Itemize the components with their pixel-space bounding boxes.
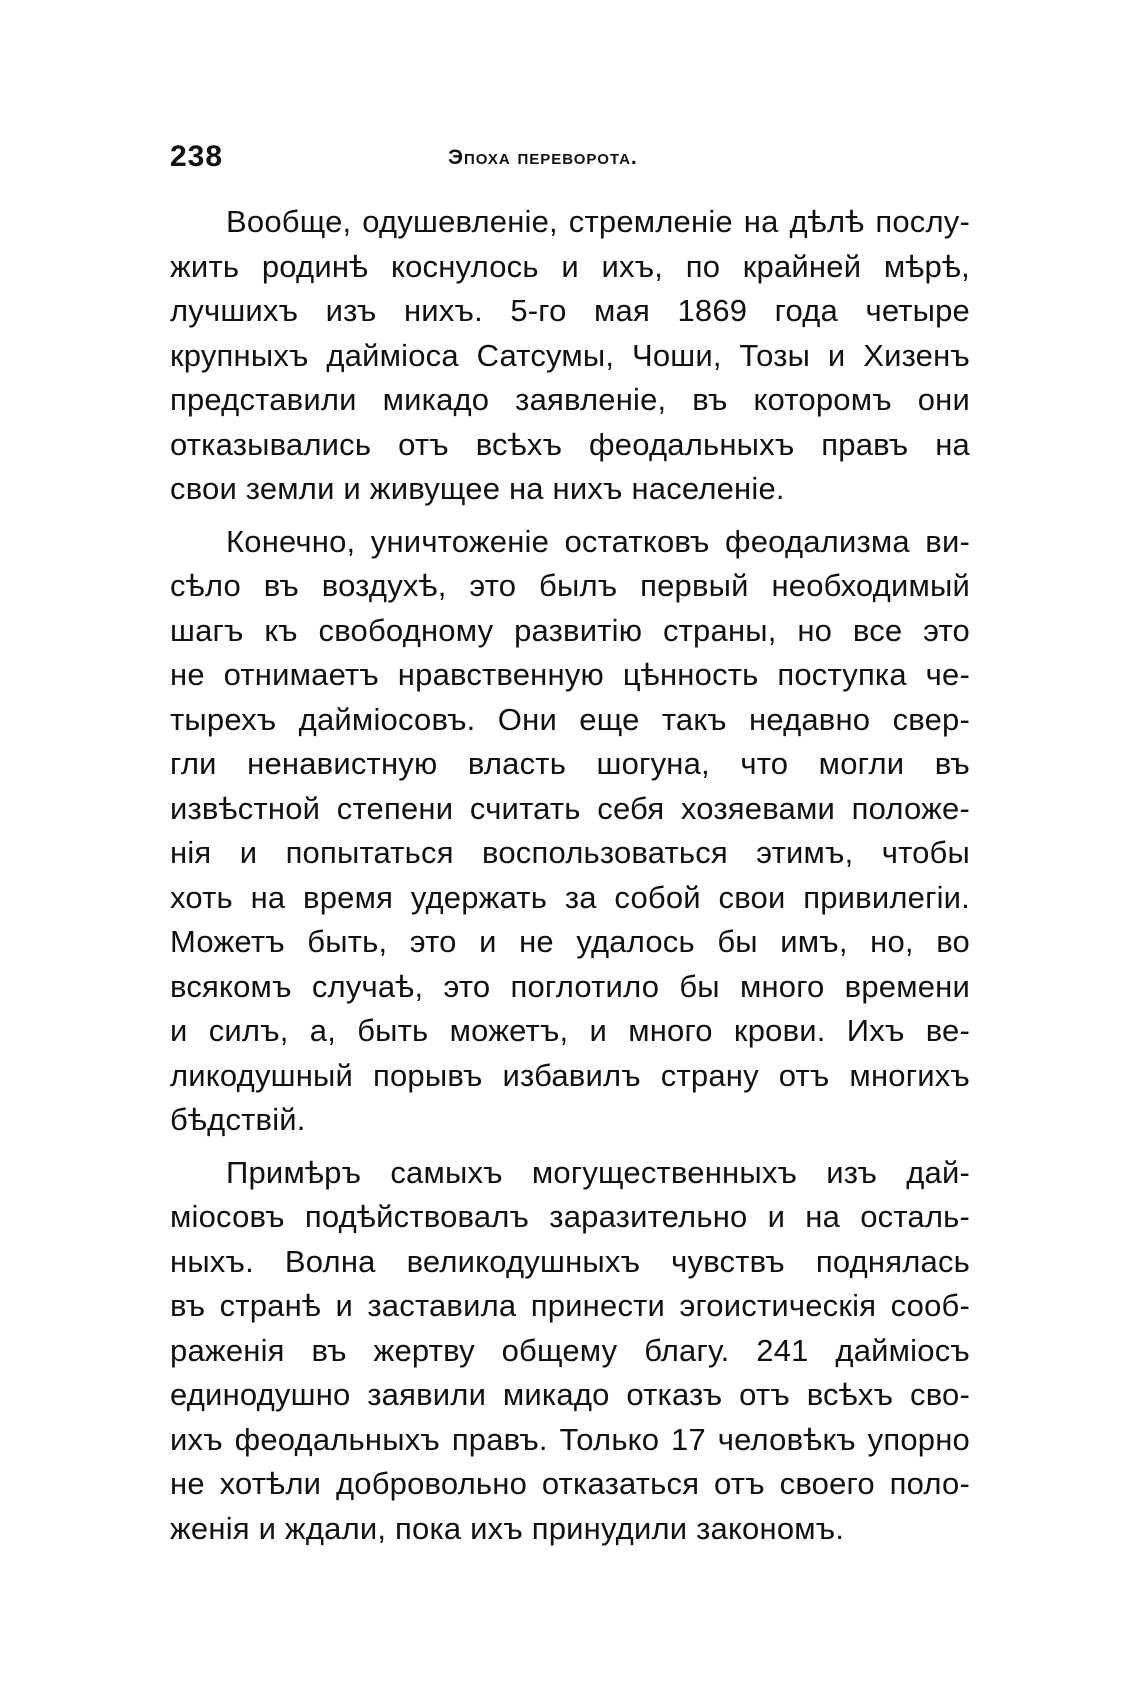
text-line: хоть на время удержать за собой свои привилегіи. [170,879,970,915]
text-line: бѣдствій. [170,1102,306,1137]
text-line: раженія въ жертву общему благу. 241 даймiосъ [170,1332,970,1368]
text-line: въ странѣ и заставила принести эгоистическія сооб- [170,1288,970,1323]
text-line: нія и попытаться воспользоваться этимъ, чтобы [170,835,970,870]
text-line: ликодушный порывъ избавилъ страну отъ многихъ [170,1057,970,1093]
text-line: ныхъ. Волна великодушныхъ чувствъ поднялась [170,1243,970,1279]
body-text [170,200,970,1559]
running-title: Эпоха переворота. [448,146,638,169]
text-line: ихъ феодальныхъ правъ. Только 17 человѣкъ упорно [170,1421,970,1457]
text-line: сѣло въ воздухѣ, это былъ первый необходимый [170,568,970,603]
text-line: единодушно заявили микадо отказъ отъ всѣхъ сво- [170,1377,970,1412]
text-line: представили микадо заявленіе, въ которомъ они [170,382,970,417]
text-line: шагъ къ свободному развитію страны, но все это [170,612,970,648]
paragraph [170,200,970,512]
text-line: не хотѣли добровольно отказаться отъ своего поло- [170,1466,970,1501]
text-line: Примѣръ самыхъ могущественныхъ изъ дай- [226,1154,970,1190]
text-line: отказывались отъ всѣхъ феодальныхъ правъ на [170,426,970,462]
text-line: женія и ждали, пока ихъ принудили закономъ. [170,1510,845,1546]
text-line: свои земли и живущее на нихъ населеніе. [170,471,785,506]
text-line: и силъ, а, быть можетъ, и много крови. Ихъ ве- [170,1013,970,1048]
text-line: міосовъ подѣйствовалъ заразительно и на осталь- [170,1199,970,1234]
text-line: извѣстной степени считать себя хозяевами положе- [170,790,970,826]
text-line: Вообще, одушевленіе, стремленіе на дѣлѣ послу- [226,204,970,239]
text-line: Можетъ быть, это и не удалось бы имъ, но, во [170,924,970,959]
text-line: жить родинѣ коснулось и ихъ, по крайней мѣрѣ, [170,248,970,284]
text-line: гли ненавистную власть шогуна, что могли въ [170,746,970,781]
text-line: всякомъ случаѣ, это поглотило бы много времени [170,968,970,1004]
text-line: не отнимаетъ нравственную цѣнность поступка че- [170,657,970,692]
page-header [170,140,970,180]
text-line: крупныхъ дайміоса Сатсумы, Чоши, Тозы и Хизенъ [170,337,970,373]
page-number: 238 [170,140,224,173]
paragraph [170,1151,970,1552]
text-line: лучшихъ изъ нихъ. 5-го мая 1869 года четыре [170,293,970,328]
text-line: тырехъ даймiосовъ. Они еще такъ недавно свер- [170,701,970,737]
text-line: Конечно, уничтоженіе остатковъ феодализма ви- [226,523,970,559]
paragraph [170,520,970,1143]
